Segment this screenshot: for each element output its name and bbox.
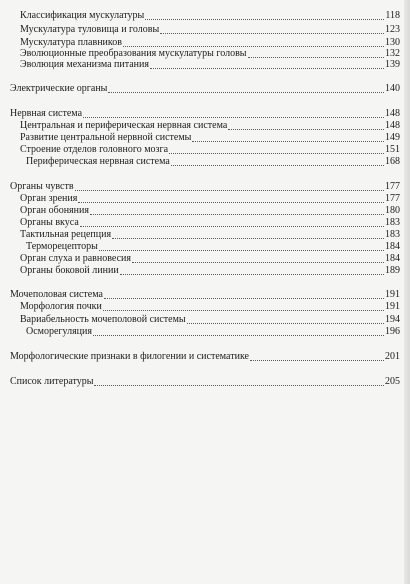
toc-entry-title: Осморегуляция bbox=[26, 326, 92, 337]
toc-entry bbox=[20, 300, 400, 313]
toc-entry-page: 130 bbox=[385, 37, 400, 48]
toc-leader-dots bbox=[104, 298, 384, 299]
toc-entry-page: 180 bbox=[385, 205, 400, 216]
toc-entry bbox=[20, 9, 400, 22]
toc-entry bbox=[26, 325, 400, 338]
toc-leader-dots bbox=[112, 238, 384, 239]
toc-entry-page: 168 bbox=[385, 156, 400, 167]
toc-leader-dots bbox=[228, 129, 384, 130]
toc-entry-title: Морфология почки bbox=[20, 301, 102, 312]
toc-entry-page: 148 bbox=[385, 108, 400, 119]
toc-leader-dots bbox=[160, 33, 384, 34]
toc-entry bbox=[10, 375, 400, 388]
toc-entry-page: 148 bbox=[385, 120, 400, 131]
toc-entry bbox=[10, 350, 400, 363]
toc-entry-page: 205 bbox=[385, 376, 400, 387]
toc-leader-dots bbox=[132, 262, 384, 263]
toc-entry-title: Периферическая нервная система bbox=[26, 156, 170, 167]
toc-leader-dots bbox=[169, 153, 384, 154]
toc-leader-dots bbox=[80, 226, 384, 227]
toc-entry-page: 149 bbox=[385, 132, 400, 143]
toc-entry bbox=[20, 58, 400, 71]
toc-entry-page: 118 bbox=[385, 10, 400, 21]
toc-entry-title: Центральная и периферическая нервная система bbox=[20, 120, 228, 131]
toc-leader-dots bbox=[145, 19, 384, 20]
toc-entry-page: 196 bbox=[385, 326, 400, 337]
toc-leader-dots bbox=[187, 323, 384, 324]
toc-entry-title: Строение отделов головного мозга bbox=[20, 144, 169, 155]
toc-entry-page: 183 bbox=[385, 217, 400, 228]
toc-entry-title: Список литературы bbox=[10, 376, 94, 387]
toc-leader-dots bbox=[120, 274, 384, 275]
toc-leader-dots bbox=[83, 117, 384, 118]
toc-entry-title: Органы вкуса bbox=[20, 217, 79, 228]
toc-entry bbox=[20, 23, 400, 36]
toc-entry-title: Тактильная рецепция bbox=[20, 229, 112, 240]
toc-entry-page: 184 bbox=[385, 241, 400, 252]
toc-entry-page: 140 bbox=[385, 83, 400, 94]
toc-leader-dots bbox=[250, 360, 384, 361]
toc-leader-dots bbox=[90, 214, 384, 215]
toc-leader-dots bbox=[94, 385, 384, 386]
toc-entry-page: 189 bbox=[385, 265, 400, 276]
toc-entry-title: Органы боковой линии bbox=[20, 265, 119, 276]
toc-leader-dots bbox=[108, 92, 384, 93]
toc-entry-page: 183 bbox=[385, 229, 400, 240]
toc-leader-dots bbox=[192, 141, 384, 142]
toc-entry-page: 177 bbox=[385, 193, 400, 204]
toc-entry-title: Мочеполовая система bbox=[10, 289, 103, 300]
toc-entry-page: 194 bbox=[385, 314, 400, 325]
toc-entry-title: Мускулатура плавников bbox=[20, 37, 122, 48]
toc-entry-page: 139 bbox=[385, 59, 400, 70]
toc-entry-title: Эволюция механизма питания bbox=[20, 59, 149, 70]
toc-leader-dots bbox=[75, 190, 384, 191]
toc-leader-dots bbox=[171, 165, 384, 166]
toc-entry-title: Морфологические признаки в филогении и систематике bbox=[10, 351, 249, 362]
toc-entry-page: 184 bbox=[385, 253, 400, 264]
toc-entry-title: Орган обоняния bbox=[20, 205, 89, 216]
toc-entry-page: 177 bbox=[385, 181, 400, 192]
toc-entry-title: Мускулатура туловища и головы bbox=[20, 24, 160, 35]
page-edge-shadow bbox=[404, 0, 410, 584]
toc-entry bbox=[20, 264, 400, 277]
toc-entry-title: Органы чувств bbox=[10, 181, 74, 192]
toc-entry-title: Эволюционные преобразования мускулатуры головы bbox=[20, 48, 247, 59]
toc-entry-title: Развитие центральной нервной системы bbox=[20, 132, 192, 143]
toc-entry bbox=[10, 82, 400, 95]
toc-entry-title: Орган слуха и равновесия bbox=[20, 253, 131, 264]
toc-entry-page: 151 bbox=[385, 144, 400, 155]
toc-entry-title: Орган зрения bbox=[20, 193, 78, 204]
toc-entry-page: 123 bbox=[385, 24, 400, 35]
toc-entry-title: Терморецепторы bbox=[26, 241, 98, 252]
toc-entry-title: Вариабельность мочеполовой системы bbox=[20, 314, 186, 325]
toc-entry-page: 191 bbox=[385, 301, 400, 312]
toc-leader-dots bbox=[150, 68, 384, 69]
toc-entry-title: Электрические органы bbox=[10, 83, 108, 94]
toc-entry-title: Классификация мускулатуры bbox=[20, 10, 145, 21]
toc-leader-dots bbox=[93, 335, 384, 336]
toc-leader-dots bbox=[103, 310, 384, 311]
toc-entry-page: 132 bbox=[385, 48, 400, 59]
toc-entry bbox=[26, 155, 400, 168]
toc-leader-dots bbox=[99, 250, 384, 251]
toc-entry-title: Нервная система bbox=[10, 108, 83, 119]
toc-leader-dots bbox=[78, 202, 384, 203]
toc-entry-page: 201 bbox=[385, 351, 400, 362]
toc-entry-page: 191 bbox=[385, 289, 400, 300]
